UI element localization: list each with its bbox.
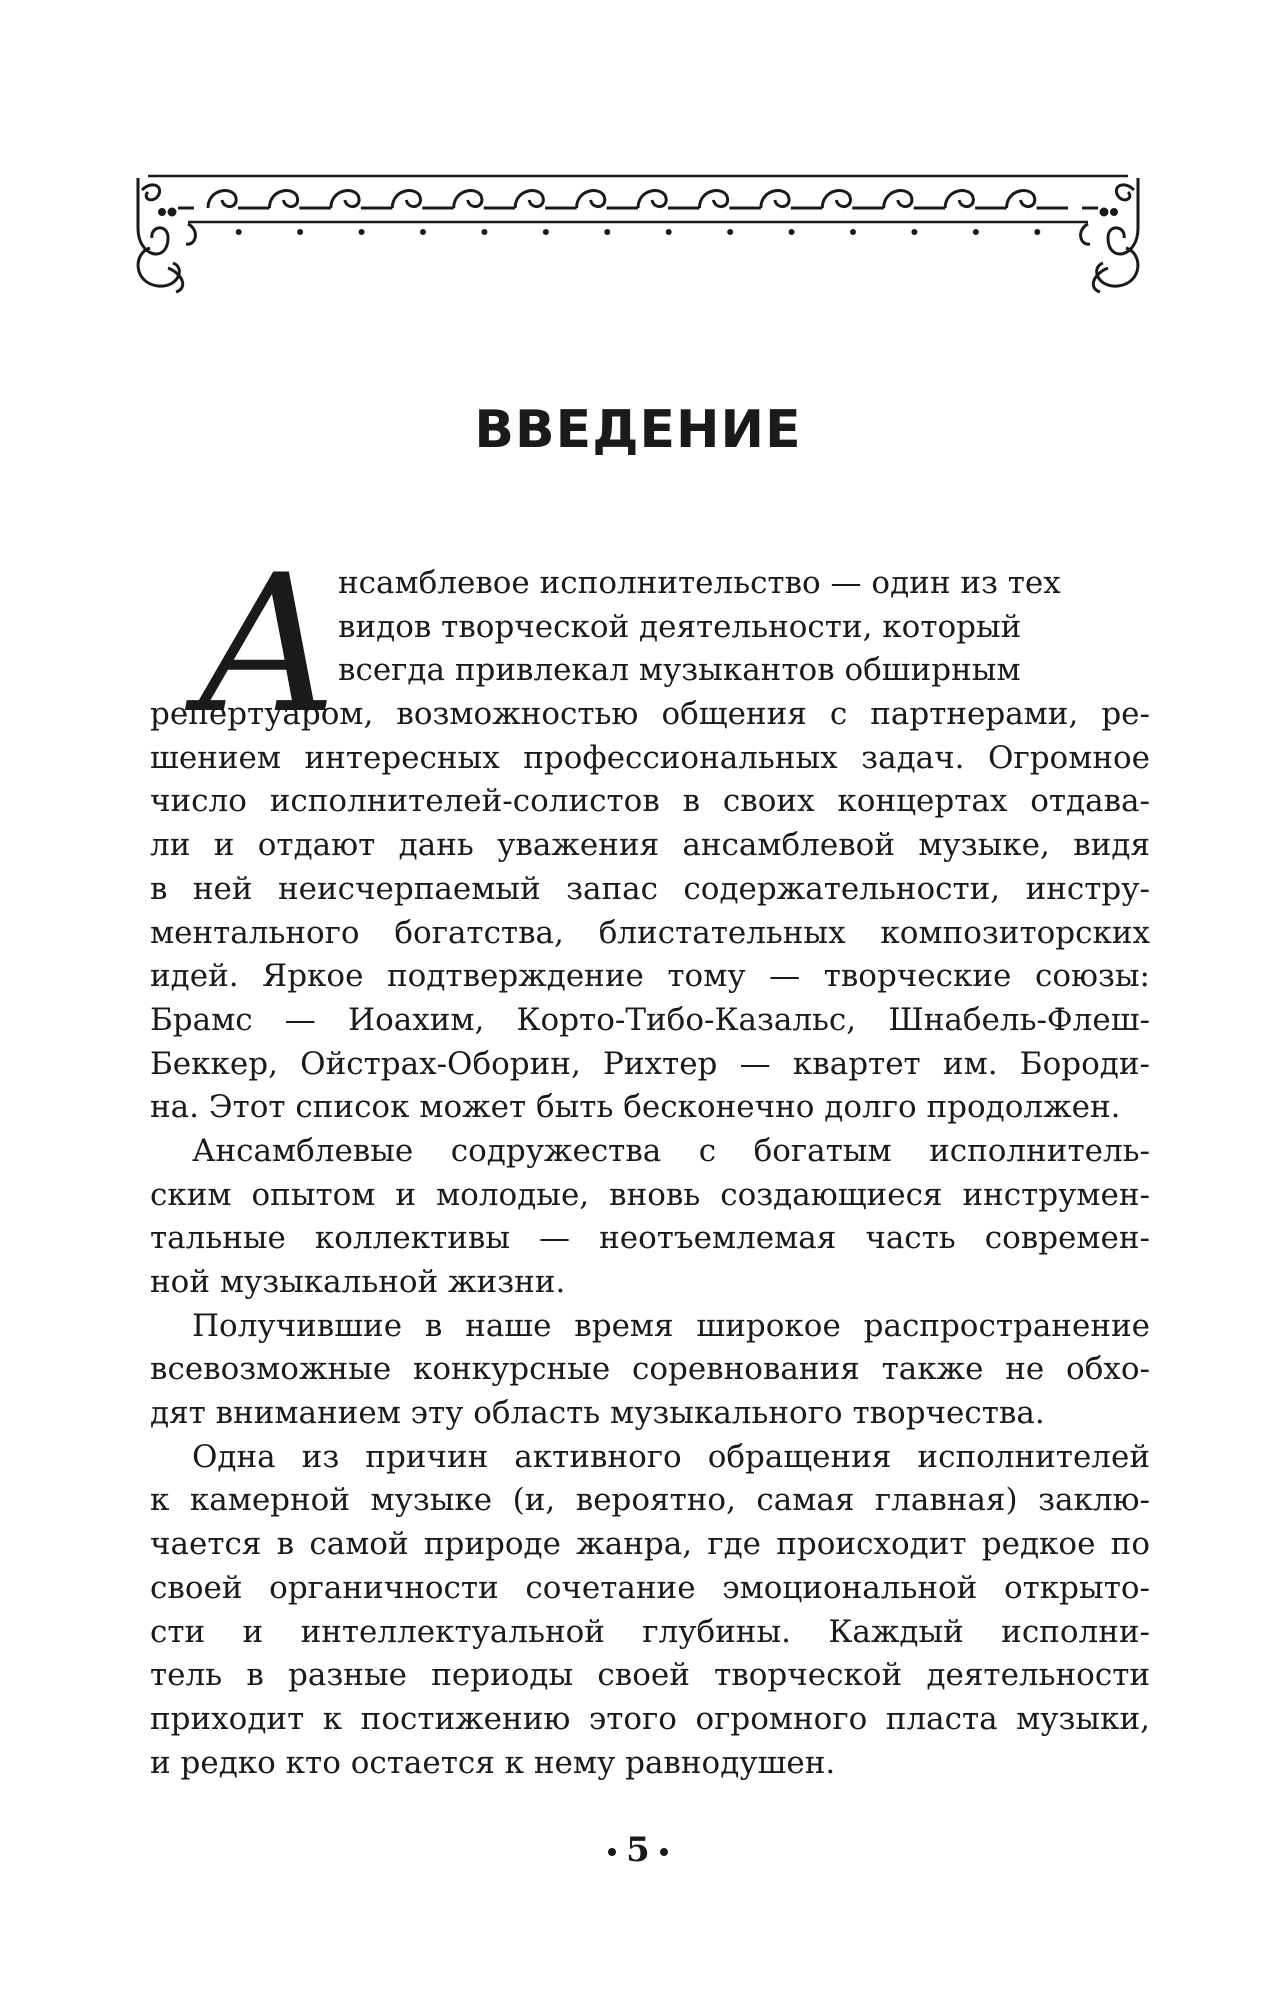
text-line: идей. Яркое подтверждение тому — творческие союзы: <box>150 958 1150 995</box>
text-line: видов творческой деятельности, который <box>338 608 1022 645</box>
text-line: Одна из причин активного обращения исполнителей <box>192 1438 1150 1475</box>
text-line: дят вниманием эту область музыкального творчества. <box>150 1395 1045 1432</box>
text-line: к камерной музыке (и, вероятно, самая главная) заклю- <box>150 1482 1150 1519</box>
text-line: Беккер, Ойстрах-Оборин, Рихтер — квартет им. Бороди- <box>150 1045 1150 1082</box>
ornament-scroll <box>822 191 883 208</box>
ornament-drop <box>973 229 979 235</box>
text-line: шением интересных профессиональных задач. Огромное <box>150 739 1150 776</box>
text-line: число исполнителей-солистов в своих концертах отдава- <box>150 783 1150 820</box>
page-number-dot-right <box>660 1848 668 1856</box>
text-line: на. Этот список может быть бесконечно долго продолжен. <box>150 1089 1121 1126</box>
ornament-drop <box>543 229 549 235</box>
ornament-drop <box>297 229 303 235</box>
drop-cap: А <box>196 534 340 755</box>
text-line: ли и отдают дань уважения ансамблевой музыке, видя <box>150 827 1150 864</box>
page-number-dot-left <box>608 1848 616 1856</box>
text-line: ной музыкальной жизни. <box>150 1264 566 1300</box>
text-line: ментального богатства, блистательных композиторских <box>150 914 1150 951</box>
ornament-drop <box>604 229 610 235</box>
text-line: чается в самой природе жанра, где происходит редкое по <box>150 1526 1150 1563</box>
ornament-scroll <box>638 191 699 208</box>
ornament-scroll <box>515 191 576 208</box>
ornament-scroll <box>884 191 945 208</box>
ornament-drop <box>420 229 426 235</box>
ornament-drop <box>789 229 795 235</box>
header-ornament <box>128 168 1148 296</box>
body-text <box>150 534 1150 1785</box>
ornament-drop <box>850 229 856 235</box>
ornament-scroll <box>392 191 453 208</box>
text-line: репертуаром, возможностью общения с партнерами, ре- <box>150 696 1150 733</box>
text-line: нсамблевое исполнительство — один из тех <box>338 565 1061 601</box>
text-line: приходит к постижению этого огромного пласта музыки, <box>150 1700 1150 1737</box>
text-line: Ансамблевые содружества с богатым исполнитель- <box>192 1132 1150 1169</box>
ornament-scroll <box>945 191 1006 208</box>
text-line: Получившие в наше время широкое распространение <box>192 1307 1150 1344</box>
ornament-scroll <box>208 191 269 208</box>
page-number <box>0 1830 1276 1870</box>
text-line: тель в разные периоды своей творческой деятельности <box>150 1657 1150 1694</box>
ornament-drop <box>1034 229 1040 235</box>
text-line: ским опытом и молодые, вновь создающиеся инструмен- <box>150 1176 1150 1213</box>
page-number-value: 5 <box>626 1830 650 1870</box>
text-line: сти и интеллектуальной глубины. Каждый исполни- <box>150 1613 1150 1650</box>
ornament-drop <box>911 229 917 235</box>
ornament-drop <box>359 229 365 235</box>
ornament-scroll <box>761 191 822 208</box>
ornament-scroll <box>269 191 330 208</box>
left-corner-flourish <box>138 178 195 292</box>
text-line: всегда привлекал музыкантов обширным <box>338 652 1021 689</box>
ornament-drop <box>666 229 672 235</box>
text-line: в ней неисчерпаемый запас содержательности, инстру- <box>150 870 1150 907</box>
ornament-scroll <box>331 191 392 208</box>
ornament-drop <box>236 229 242 235</box>
ornament-drop <box>727 229 733 235</box>
page-title: ВВЕДЕНИЕ <box>474 400 802 460</box>
ornament-scroll <box>577 191 638 208</box>
ornament-scroll <box>1007 191 1068 208</box>
text-line: и редко кто остается к нему равнодушен. <box>150 1744 836 1781</box>
ornament-scroll <box>454 191 515 208</box>
ornament-scroll <box>699 191 760 208</box>
text-line: всевозможные конкурсные соревнования также не обхо- <box>150 1351 1150 1388</box>
ornament-drop <box>481 229 487 235</box>
text-line: тальные коллективы — неотъемлемая часть современ- <box>150 1220 1150 1257</box>
text-line: Брамс — Иоахим, Корто-Тибо-Казальс, Шнабель-Флеш- <box>150 1001 1150 1038</box>
right-corner-flourish <box>1081 178 1138 292</box>
text-line: своей органичности сочетание эмоциональной открыто- <box>150 1569 1150 1606</box>
